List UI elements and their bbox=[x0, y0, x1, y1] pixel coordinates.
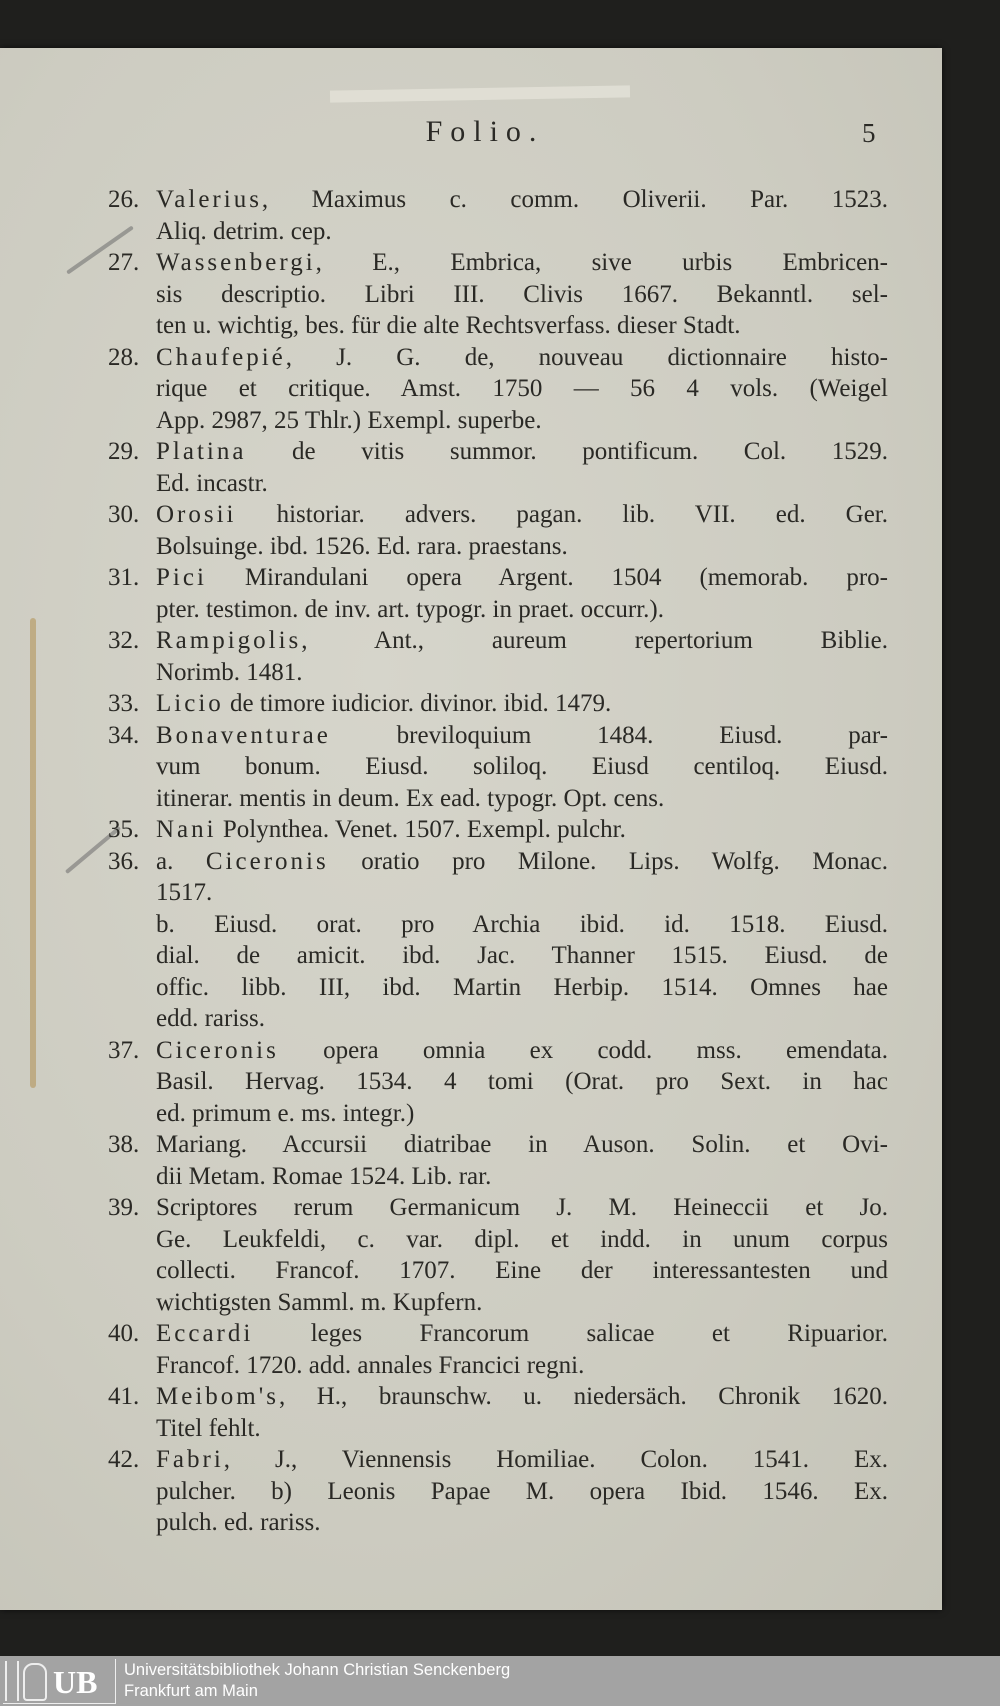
entry-line: Bolsuinge. ibd. 1526. Ed. rara. praestans. bbox=[156, 532, 568, 560]
page-number: 5 bbox=[862, 118, 876, 148]
catalog-entry bbox=[108, 436, 888, 499]
entry-line: pter. testimon. de inv. art. typogr. in praet. occurr.). bbox=[156, 595, 664, 623]
entry-author: Orosii bbox=[156, 501, 237, 528]
entry-line: pulcher. b) Leonis Papae M. opera Ibid. 1546. Ex. bbox=[156, 1477, 888, 1505]
entry-body bbox=[156, 688, 888, 720]
entry-author: Eccardi bbox=[156, 1320, 254, 1347]
entry-text: Polynthea. Venet. 1507. Exempl. pulchr. bbox=[216, 816, 626, 843]
entry-line bbox=[156, 184, 888, 216]
entry-prefix: a. bbox=[156, 847, 206, 875]
entry-line bbox=[156, 1318, 888, 1350]
entry-body bbox=[156, 625, 888, 688]
logo-portrait-icon bbox=[23, 1663, 47, 1701]
catalog-entry bbox=[108, 1129, 888, 1192]
entry-text: , Maximus c. comm. Oliverii. Par. 1523. bbox=[261, 186, 888, 213]
entry-line bbox=[156, 1444, 888, 1476]
entry-body bbox=[156, 720, 888, 815]
entry-line bbox=[156, 846, 888, 878]
entry-line bbox=[156, 1129, 888, 1161]
entry-body bbox=[156, 1318, 888, 1381]
entry-line: pulch. ed. rariss. bbox=[156, 1509, 321, 1536]
entry-number: 36. bbox=[108, 847, 140, 875]
logo-bars-icon bbox=[5, 1661, 19, 1701]
entry-line: collecti. Francof. 1707. Eine der interessantesten und bbox=[156, 1257, 888, 1284]
entry-line: ed. primum e. ms. integr.) bbox=[156, 1099, 415, 1127]
entry-line bbox=[156, 814, 888, 846]
entry-number: 30. bbox=[108, 501, 140, 528]
entry-body bbox=[156, 1381, 888, 1444]
entry-text: breviloquium 1484. Eiusd. par- bbox=[330, 721, 888, 749]
entry-author: Pici bbox=[156, 564, 207, 591]
entry-line bbox=[156, 247, 888, 279]
entry-line: b. Eiusd. orat. pro Archia ibid. id. 1518. Eiusd. bbox=[156, 910, 888, 938]
entry-line: ten u. wichtig, bes. für die alte Rechtsverfass. dieser Stadt. bbox=[156, 312, 741, 339]
entry-number: 35. bbox=[108, 816, 140, 843]
torn-edge bbox=[330, 85, 630, 102]
entry-line: Basil. Hervag. 1534. 4 tomi (Orat. pro Sext. in hac bbox=[156, 1068, 888, 1095]
entry-line: App. 2987, 25 Thlr.) Exempl. superbe. bbox=[156, 406, 542, 434]
entry-line: vum bonum. Eiusd. soliloq. Eiusd centiloq. Eiusd. bbox=[156, 753, 888, 780]
catalog-entry bbox=[108, 625, 888, 688]
entry-line: Ed. incastr. bbox=[156, 469, 268, 497]
entry-body bbox=[156, 1192, 888, 1318]
entry-body bbox=[156, 562, 888, 625]
entry-number: 33. bbox=[108, 690, 140, 717]
entry-line bbox=[156, 720, 888, 752]
entry-number: 37. bbox=[108, 1036, 140, 1064]
library-footer bbox=[0, 1656, 1000, 1706]
footer-institution: Universitätsbibliothek Johann Christian Senckenberg bbox=[124, 1661, 511, 1679]
entry-author: Licio bbox=[156, 690, 224, 717]
entry-body bbox=[156, 342, 888, 437]
entry-body bbox=[156, 1129, 888, 1192]
entry-body bbox=[156, 814, 888, 846]
entry-line bbox=[156, 436, 888, 468]
catalog-entry bbox=[108, 688, 888, 720]
entry-author: Valerius bbox=[156, 186, 262, 213]
entry-text: de vitis summor. pontificum. Col. 1529. bbox=[246, 438, 888, 465]
entry-body bbox=[156, 499, 888, 562]
entry-line: dial. de amicit. ibd. Jac. Thanner 1515. Eiusd. de bbox=[156, 942, 888, 969]
entry-text: historiar. advers. pagan. lib. VII. ed. Ger. bbox=[236, 501, 888, 528]
entry-text: Mariang. Accursii diatribae in Auson. Solin. et Ovi- bbox=[156, 1131, 888, 1158]
ub-logo bbox=[3, 1659, 116, 1704]
entry-line bbox=[156, 499, 888, 531]
catalog-entries bbox=[108, 184, 888, 1539]
entry-number: 27. bbox=[108, 249, 140, 276]
entry-line: itinerar. mentis in deum. Ex ead. typogr. Opt. cens. bbox=[156, 784, 665, 812]
entry-number: 34. bbox=[108, 721, 140, 749]
entry-author: Nani bbox=[156, 816, 217, 843]
catalog-entry bbox=[108, 247, 888, 342]
entry-text: de timore iudicior. divinor. ibid. 1479. bbox=[223, 690, 612, 717]
catalog-entry bbox=[108, 1381, 888, 1444]
entry-author: Chaufepié bbox=[156, 343, 286, 371]
entry-number: 31. bbox=[108, 564, 140, 591]
entry-body bbox=[156, 846, 888, 1035]
entry-number: 26. bbox=[108, 186, 140, 213]
entry-text: leges Francorum salicae et Ripuarior. bbox=[253, 1320, 888, 1347]
entry-line bbox=[156, 1381, 888, 1413]
footer-city: Frankfurt am Main bbox=[124, 1682, 258, 1700]
entry-line bbox=[156, 562, 888, 594]
entry-body bbox=[156, 184, 888, 247]
catalog-entry bbox=[108, 499, 888, 562]
entry-text: oratio pro Milone. Lips. Wolfg. Monac. bbox=[328, 847, 888, 875]
entry-author: Fabri bbox=[156, 1446, 224, 1473]
entry-line: wichtigsten Samml. m. Kupfern. bbox=[156, 1288, 483, 1316]
catalog-entry bbox=[108, 846, 888, 1035]
entry-author: Ciceronis bbox=[156, 1036, 279, 1064]
entry-line: Francof. 1720. add. annales Francici regni. bbox=[156, 1351, 585, 1379]
entry-author: Rampigolis bbox=[156, 627, 302, 654]
entry-text: , Ant., aureum repertorium Biblie. bbox=[301, 627, 888, 654]
entry-author: Ciceronis bbox=[205, 847, 329, 875]
entry-line: rique et critique. Amst. 1750 — 56 4 vols. (Weigel bbox=[156, 375, 888, 402]
page-heading: Folio. bbox=[425, 115, 545, 148]
entry-number: 29. bbox=[108, 438, 140, 465]
catalog-entry bbox=[108, 1192, 888, 1318]
entry-text: , J. G. de, nouveau dictionnaire histo- bbox=[285, 343, 888, 371]
catalog-entry bbox=[108, 1318, 888, 1381]
entry-body bbox=[156, 1444, 888, 1539]
entry-number: 41. bbox=[108, 1383, 140, 1410]
entry-author: Meibom's bbox=[156, 1383, 279, 1410]
entry-line bbox=[156, 1035, 888, 1067]
entry-number: 39. bbox=[108, 1194, 140, 1221]
entry-body bbox=[156, 247, 888, 342]
catalog-entry bbox=[108, 1444, 888, 1539]
entry-number: 32. bbox=[108, 627, 140, 654]
entry-text: , E., Embrica, sive urbis Embricen- bbox=[315, 249, 888, 276]
entry-number: 42. bbox=[108, 1446, 140, 1473]
entry-line: Norimb. 1481. bbox=[156, 658, 303, 686]
entry-line: Titel fehlt. bbox=[156, 1414, 261, 1442]
entry-number: 28. bbox=[108, 343, 140, 371]
catalog-entry bbox=[108, 562, 888, 625]
catalog-entry bbox=[108, 184, 888, 247]
catalog-entry bbox=[108, 342, 888, 437]
entry-body bbox=[156, 436, 888, 499]
entry-line: Ge. Leukfeldi, c. var. dipl. et indd. in unum corpus bbox=[156, 1225, 888, 1253]
entry-line: sis descriptio. Libri III. Clivis 1667. Bekanntl. sel- bbox=[156, 280, 888, 308]
entry-text: Scriptores rerum Germanicum J. M. Heineccii et Jo. bbox=[156, 1194, 888, 1221]
entry-line bbox=[156, 342, 888, 374]
entry-line bbox=[156, 625, 888, 657]
entry-line bbox=[156, 688, 888, 720]
entry-line: Aliq. detrim. cep. bbox=[156, 217, 332, 245]
catalog-entry bbox=[108, 720, 888, 815]
entry-author: Wassenbergi bbox=[156, 249, 316, 276]
entry-text: opera omnia ex codd. mss. emendata. bbox=[278, 1036, 888, 1064]
footer-text bbox=[124, 1660, 510, 1702]
catalog-entry bbox=[108, 814, 888, 846]
entry-author: Bonaventurae bbox=[156, 721, 331, 749]
catalog-entry bbox=[108, 1035, 888, 1130]
entry-line: 1517. bbox=[156, 879, 213, 906]
entry-body bbox=[156, 1035, 888, 1130]
entry-number: 40. bbox=[108, 1320, 140, 1347]
entry-number: 38. bbox=[108, 1131, 140, 1158]
entry-text: Mirandulani opera Argent. 1504 (memorab. pro- bbox=[206, 564, 888, 591]
entry-line bbox=[156, 1192, 888, 1224]
entry-author: Platina bbox=[156, 438, 247, 465]
entry-line: edd. rariss. bbox=[156, 1005, 265, 1032]
logo-text: UB bbox=[53, 1664, 98, 1700]
entry-text: , J., Viennensis Homiliae. Colon. 1541. Ex. bbox=[223, 1446, 888, 1473]
entry-line: dii Metam. Romae 1524. Lib. rar. bbox=[156, 1162, 492, 1190]
entry-line: offic. libb. III, ibd. Martin Herbip. 1514. Omnes hae bbox=[156, 973, 888, 1001]
entry-text: , H., braunschw. u. niedersäch. Chronik 1620. bbox=[278, 1383, 888, 1410]
